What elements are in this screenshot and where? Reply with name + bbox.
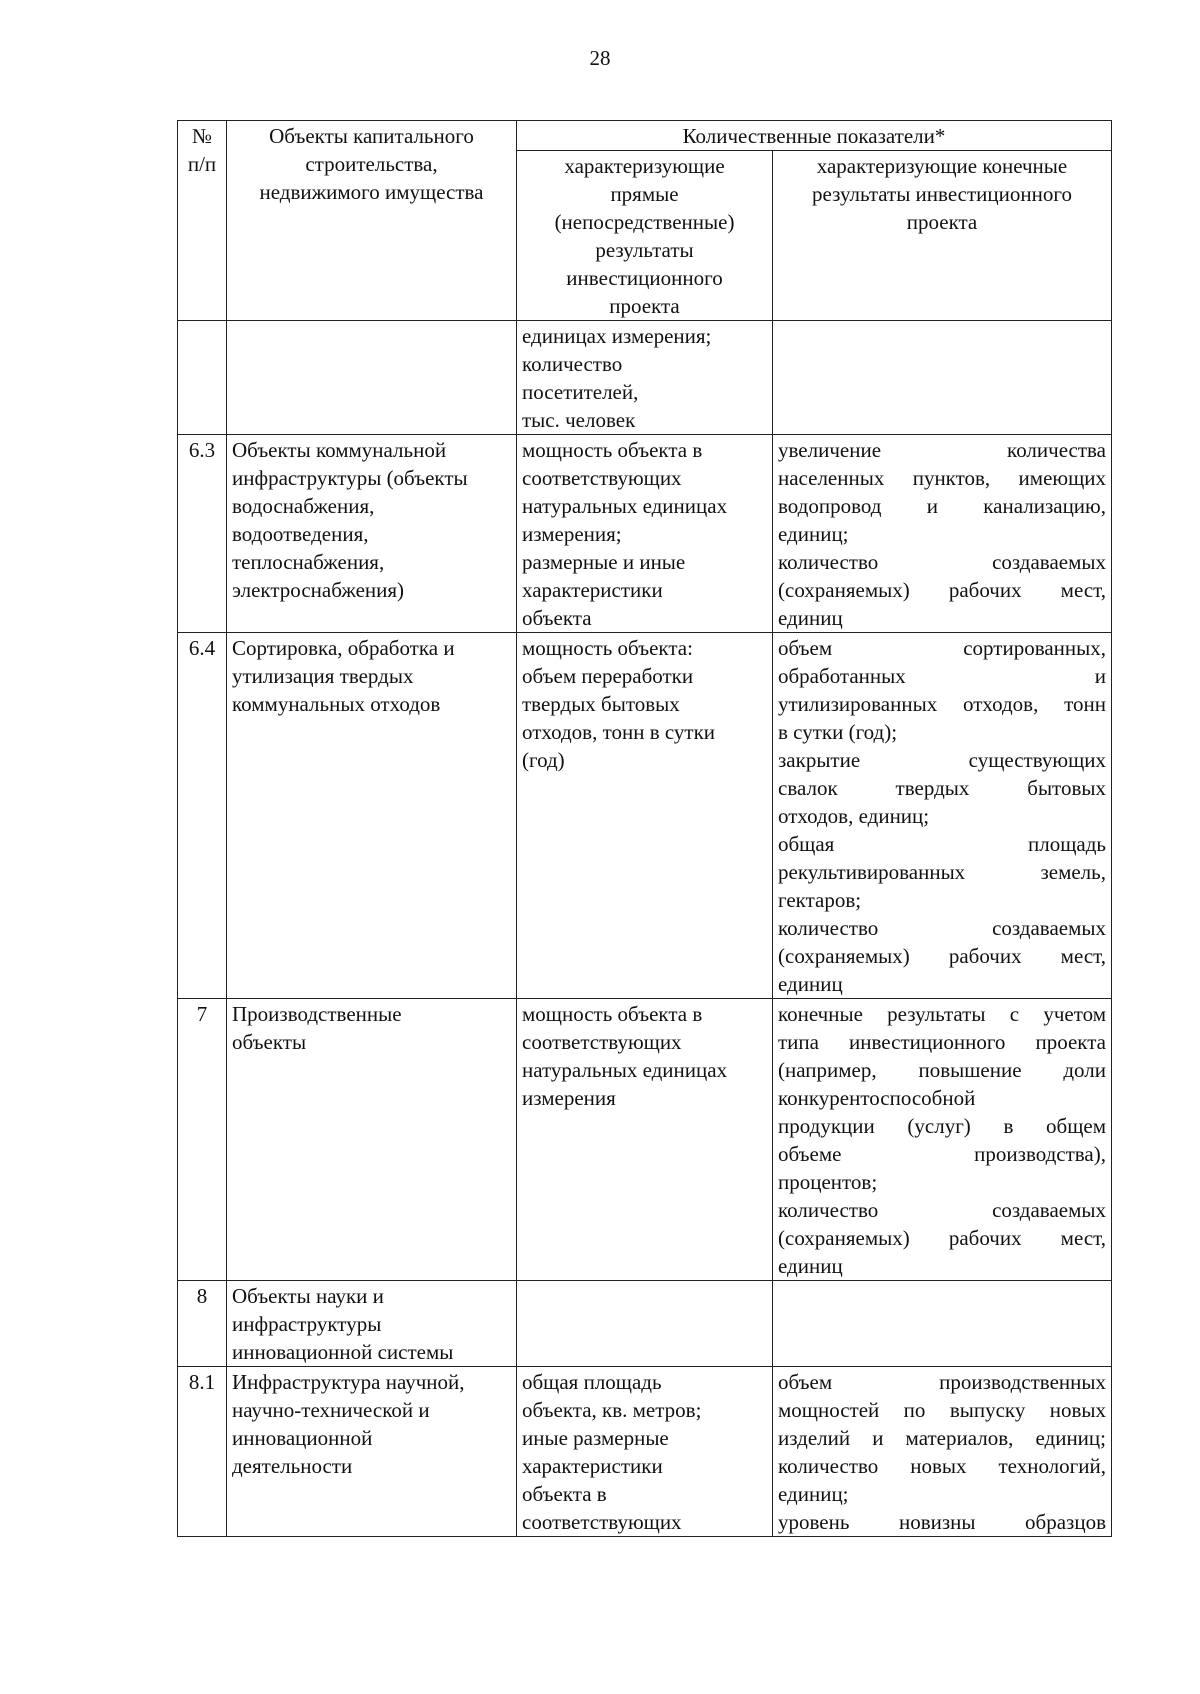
header-num: № п/п [178, 121, 227, 321]
cell-line: отходов, единиц; [778, 804, 930, 828]
row-direct-indicators [517, 633, 773, 999]
cell-line: уровень новизны образцов [778, 1510, 1106, 1534]
row-direct-indicators [517, 435, 773, 633]
cell-line: соответствующих [522, 1510, 682, 1534]
cell-line: (сохраняемых) рабочих мест, [778, 944, 1106, 968]
cell-line: Объекты коммунальной [232, 438, 447, 462]
cell-line: объеме производства), [778, 1142, 1106, 1166]
cell-line: единиц [778, 1254, 843, 1278]
cell-line: закрытие существующих [778, 748, 1106, 772]
row-direct-indicators [517, 1367, 773, 1537]
row-object [227, 321, 517, 435]
cell-line: увеличение количества [778, 438, 1106, 462]
cell-line: иные размерные [522, 1426, 669, 1450]
cell-line: процентов; [778, 1170, 878, 1194]
cell-line: количество новых технологий, [778, 1454, 1106, 1478]
row-final-indicators [773, 633, 1112, 999]
row-object [227, 1281, 517, 1367]
cell-line: соответствующих [522, 1030, 682, 1054]
cell-line: размерные и иные [522, 550, 686, 574]
row-object [227, 999, 517, 1281]
cell-line: характеристики [522, 578, 663, 602]
cell-line: единиц [778, 606, 843, 630]
cell-line: твердых бытовых [522, 692, 680, 716]
row-object [227, 633, 517, 999]
indicators-table [177, 120, 1112, 1537]
row-direct-indicators [517, 999, 773, 1281]
row-final-indicators [773, 999, 1112, 1281]
row-direct-indicators [517, 1281, 773, 1367]
row-final-indicators [773, 1281, 1112, 1367]
cell-line: Производственные [232, 1002, 402, 1026]
cell-line: конкурентоспособной [778, 1086, 976, 1110]
row-number: 6.3 [178, 435, 227, 633]
cell-line: Сортировка, обработка и [232, 636, 455, 660]
cell-line: натуральных единицах [522, 1058, 728, 1082]
cell-line: Инфраструктура научной, [232, 1370, 465, 1394]
table-row [178, 321, 1112, 435]
table-row [178, 435, 1112, 633]
cell-line: измерения; [522, 522, 622, 546]
cell-line: инновационной [232, 1426, 373, 1450]
cell-line: объекта [522, 606, 592, 630]
cell-line: количество создаваемых [778, 550, 1106, 574]
cell-line: теплоснабжения, [232, 550, 385, 574]
cell-line: конечные результаты с учетом [778, 1002, 1106, 1026]
row-number: 6.4 [178, 633, 227, 999]
cell-line: объем переработки [522, 664, 694, 688]
cell-line: свалок твердых бытовых [778, 776, 1106, 800]
row-final-indicators [773, 435, 1112, 633]
cell-line: соответствующих [522, 466, 682, 490]
cell-line: (например, повышение доли [778, 1058, 1106, 1082]
cell-line: инфраструктуры (объекты [232, 466, 468, 490]
cell-line: (сохраняемых) рабочих мест, [778, 578, 1106, 602]
cell-line: мощностей по выпуску новых [778, 1398, 1106, 1422]
cell-line: объекта, кв. метров; [522, 1398, 702, 1422]
row-number [178, 321, 227, 435]
row-number: 7 [178, 999, 227, 1281]
row-object [227, 435, 517, 633]
cell-line: посетителей, [522, 380, 639, 404]
cell-line: утилизация твердых [232, 664, 414, 688]
cell-line: единицах измерения; [522, 324, 712, 348]
cell-line: характеристики [522, 1454, 663, 1478]
table-row [178, 1367, 1112, 1537]
cell-line: продукции (услуг) в общем [778, 1114, 1106, 1138]
cell-line: деятельности [232, 1454, 353, 1478]
cell-line: инновационной системы [232, 1340, 454, 1364]
header-final: характеризующие конечные результаты инвестиционного проекта [773, 151, 1112, 321]
cell-line: электроснабжения) [232, 578, 405, 602]
cell-line: объем сортированных, [778, 636, 1106, 660]
row-object [227, 1367, 517, 1537]
cell-line: водоснабжения, [232, 494, 375, 518]
table-row [178, 1281, 1112, 1367]
row-direct-indicators [517, 321, 773, 435]
cell-line: тыс. человек [522, 408, 636, 432]
header-objects: Объекты капитального строительства, недвижимого имущества [227, 121, 517, 321]
cell-line: количество создаваемых [778, 916, 1106, 940]
cell-line: утилизированных отходов, тонн [778, 692, 1106, 716]
cell-line: водоотведения, [232, 522, 369, 546]
cell-line: мощность объекта в [522, 438, 703, 462]
header-row [178, 121, 1112, 151]
cell-line: водопровод и канализацию, [778, 494, 1106, 518]
cell-line: единиц; [778, 1482, 849, 1506]
cell-line: натуральных единицах [522, 494, 728, 518]
cell-line: мощность объекта в [522, 1002, 703, 1026]
cell-line: (год) [522, 748, 565, 772]
cell-line: количество создаваемых [778, 1198, 1106, 1222]
table-row [178, 633, 1112, 999]
cell-line: инфраструктуры [232, 1312, 382, 1336]
cell-line: общая площадь [778, 832, 1106, 856]
header-indicators: Количественные показатели* [517, 121, 1112, 151]
cell-line: объем производственных [778, 1370, 1106, 1394]
cell-line: объекты [232, 1030, 307, 1054]
cell-line: количество [522, 352, 623, 376]
cell-line: (сохраняемых) рабочих мест, [778, 1226, 1106, 1250]
cell-line: отходов, тонн в сутки [522, 720, 716, 744]
cell-line: гектаров; [778, 888, 862, 912]
row-final-indicators [773, 321, 1112, 435]
row-final-indicators [773, 1367, 1112, 1537]
cell-line: единиц; [778, 522, 849, 546]
page-number: 28 [589, 46, 611, 70]
cell-line: общая площадь [522, 1370, 662, 1394]
header-direct: характеризующие прямые (непосредственные) результаты инвестиционного проекта [517, 151, 773, 321]
cell-line: коммунальных отходов [232, 692, 441, 716]
row-number: 8.1 [178, 1367, 227, 1537]
cell-line: мощность объекта: [522, 636, 693, 660]
cell-line: Объекты науки и [232, 1284, 384, 1308]
cell-line: населенных пунктов, имеющих [778, 466, 1106, 490]
cell-line: рекультивированных земель, [778, 860, 1106, 884]
cell-line: типа инвестиционного проекта [778, 1030, 1106, 1054]
cell-line: объекта в [522, 1482, 607, 1506]
cell-line: в сутки (год); [778, 720, 898, 744]
cell-line: единиц [778, 972, 843, 996]
table-row [178, 999, 1112, 1281]
row-number: 8 [178, 1281, 227, 1367]
cell-line: обработанных и [778, 664, 1106, 688]
cell-line: измерения [522, 1086, 616, 1110]
cell-line: изделий и материалов, единиц; [778, 1426, 1106, 1450]
cell-line: научно-технической и [232, 1398, 430, 1422]
